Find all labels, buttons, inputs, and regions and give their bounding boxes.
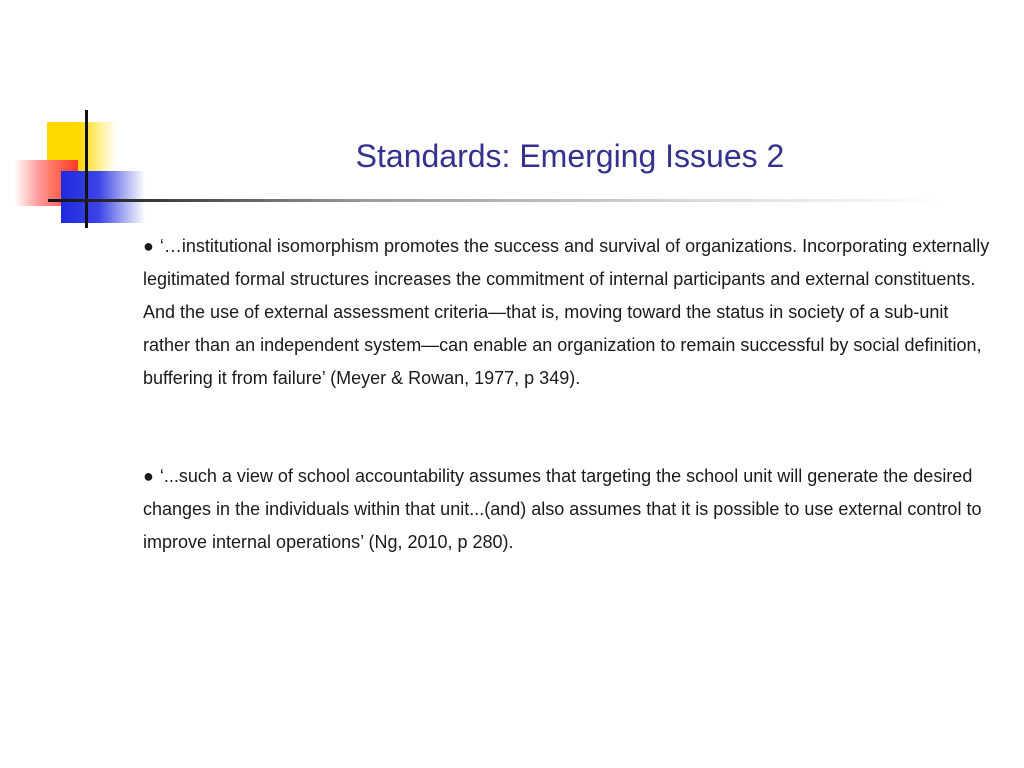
bullet-text-1: ‘…institutional isomorphism promotes the success and survival of organizations. Incorporating externally legitimated formal structures increases the commitment of internal participants and external constituents. And the use of external assessment criteria—that is, moving toward the status in society of a sub-unit rather than an independent system—can enable an organization to remain successful by social definition, buffering it from failure’ (Meyer & Rowan, 1977, p 349). xyxy=(143,236,990,388)
bullet-icon: ● xyxy=(143,466,154,486)
bullet-paragraph-2 xyxy=(143,460,993,559)
blue-square-shape xyxy=(61,171,145,223)
bullet-text-2: ‘...such a view of school accountability assumes that targeting the school unit will generate the desired changes in the individuals within that unit...(and) also assumes that it is possible to use external control to improve internal operations’ (Ng, 2010, p 280). xyxy=(143,466,982,552)
vertical-rule xyxy=(85,110,88,228)
slide-decoration-logo xyxy=(0,0,160,240)
title-underline-rule xyxy=(48,199,948,202)
slide-title: Standards: Emerging Issues 2 xyxy=(355,138,785,174)
bullet-icon: ● xyxy=(143,236,154,256)
bullet-paragraph-1 xyxy=(143,230,993,395)
slide-body xyxy=(143,230,993,559)
